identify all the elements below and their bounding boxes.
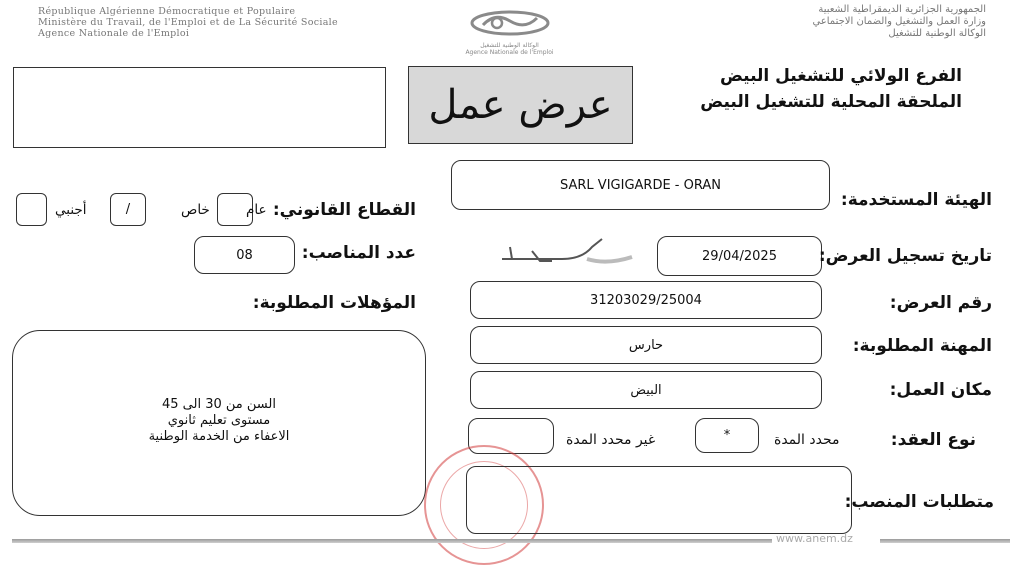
header-arabic (812, 4, 986, 40)
date-value: 29/04/2025 (702, 248, 777, 264)
date-field (657, 236, 822, 276)
footer-bar-left (12, 539, 772, 543)
employer-field (451, 160, 830, 210)
header-ar-line2: وزارة العمل والتشغيل والضمان الاجتماعي (812, 16, 986, 27)
anem-logo (452, 8, 567, 54)
qual-line2: مستوى تعليم ثانوي (167, 413, 271, 428)
header-fr-line1: République Algérienne Démocratique et Populaire (38, 6, 296, 17)
positions-label: عدد المناصب: (301, 243, 416, 263)
header-french (38, 6, 338, 39)
qualifications-text (13, 397, 425, 445)
sector-label: القطاع القانوني: (272, 200, 416, 220)
contract-fixed-text: محدد المدة (774, 432, 840, 448)
sector-private-text: خاص (181, 202, 210, 218)
profession-value: حارس (628, 337, 664, 353)
sector-private-mark: / (125, 202, 131, 217)
profession-field (470, 326, 822, 364)
contract-fixed-mark: * (723, 428, 731, 443)
header-fr-line2: Ministère du Travail, de l'Emploi et de La Sécurité Sociale (38, 17, 338, 28)
sector-public-text: عام (246, 202, 267, 218)
offer-number-field (470, 281, 822, 319)
footer-bar-right (880, 539, 1010, 543)
logo-caption-ar: الوكالة الوطنية للتشغيل (480, 42, 539, 49)
anem-logo-icon (455, 8, 565, 38)
workplace-field (470, 371, 822, 409)
contract-open-text: غير محدد المدة (566, 432, 656, 448)
page-title: عرض عمل (428, 82, 613, 128)
positions-field (194, 236, 295, 274)
qualifications-box (12, 330, 426, 516)
sector-private-checkbox[interactable] (110, 193, 146, 226)
employer-label: الهيئة المستخدمة: (840, 190, 992, 210)
header-fr-line3: Agence Nationale de l'Emploi (38, 28, 190, 39)
requirements-label: متطلبات المنصب: (844, 492, 994, 512)
contract-label: نوع العقد: (890, 430, 976, 450)
employer-value: SARL VIGIGARDE - ORAN (560, 177, 721, 193)
qual-line1: السن من 30 الى 45 (162, 397, 276, 412)
profession-label: المهنة المطلوبة: (852, 336, 992, 356)
qualifications-label: المؤهلات المطلوبة: (252, 293, 416, 313)
positions-value: 08 (236, 247, 253, 263)
date-label: تاريخ تسجيل العرض: (818, 246, 992, 266)
workplace-value: البيض (630, 382, 662, 398)
branch-line1: الفرع الولائي للتشغيل البيض (719, 66, 962, 86)
logo-caption-fr: Agence Nationale de l'Emploi (465, 49, 554, 56)
footer-url: www.anem.dz (776, 532, 853, 545)
contract-fixed-checkbox[interactable] (695, 418, 759, 453)
offer-number-label: رقم العرض: (889, 293, 992, 313)
sector-foreign-text: أجنبي (55, 202, 87, 218)
qual-line3: الاعفاء من الخدمة الوطنية (148, 429, 290, 444)
workplace-label: مكان العمل: (889, 380, 992, 400)
sector-foreign-checkbox[interactable] (16, 193, 47, 226)
header-ar-line1: الجمهورية الجزائرية الديمقراطية الشعبية (818, 4, 986, 15)
blank-box-top (13, 67, 386, 148)
header-ar-line3: الوكالة الوطنية للتشغيل (888, 28, 986, 39)
signature-mark (492, 237, 642, 271)
title-box (408, 66, 633, 144)
branch-line2: الملحقة المحلية للتشغيل البيض (700, 92, 962, 112)
offer-number-value: 31203029/25004 (590, 292, 702, 308)
signature-icon (492, 237, 642, 271)
requirements-field (466, 466, 852, 534)
